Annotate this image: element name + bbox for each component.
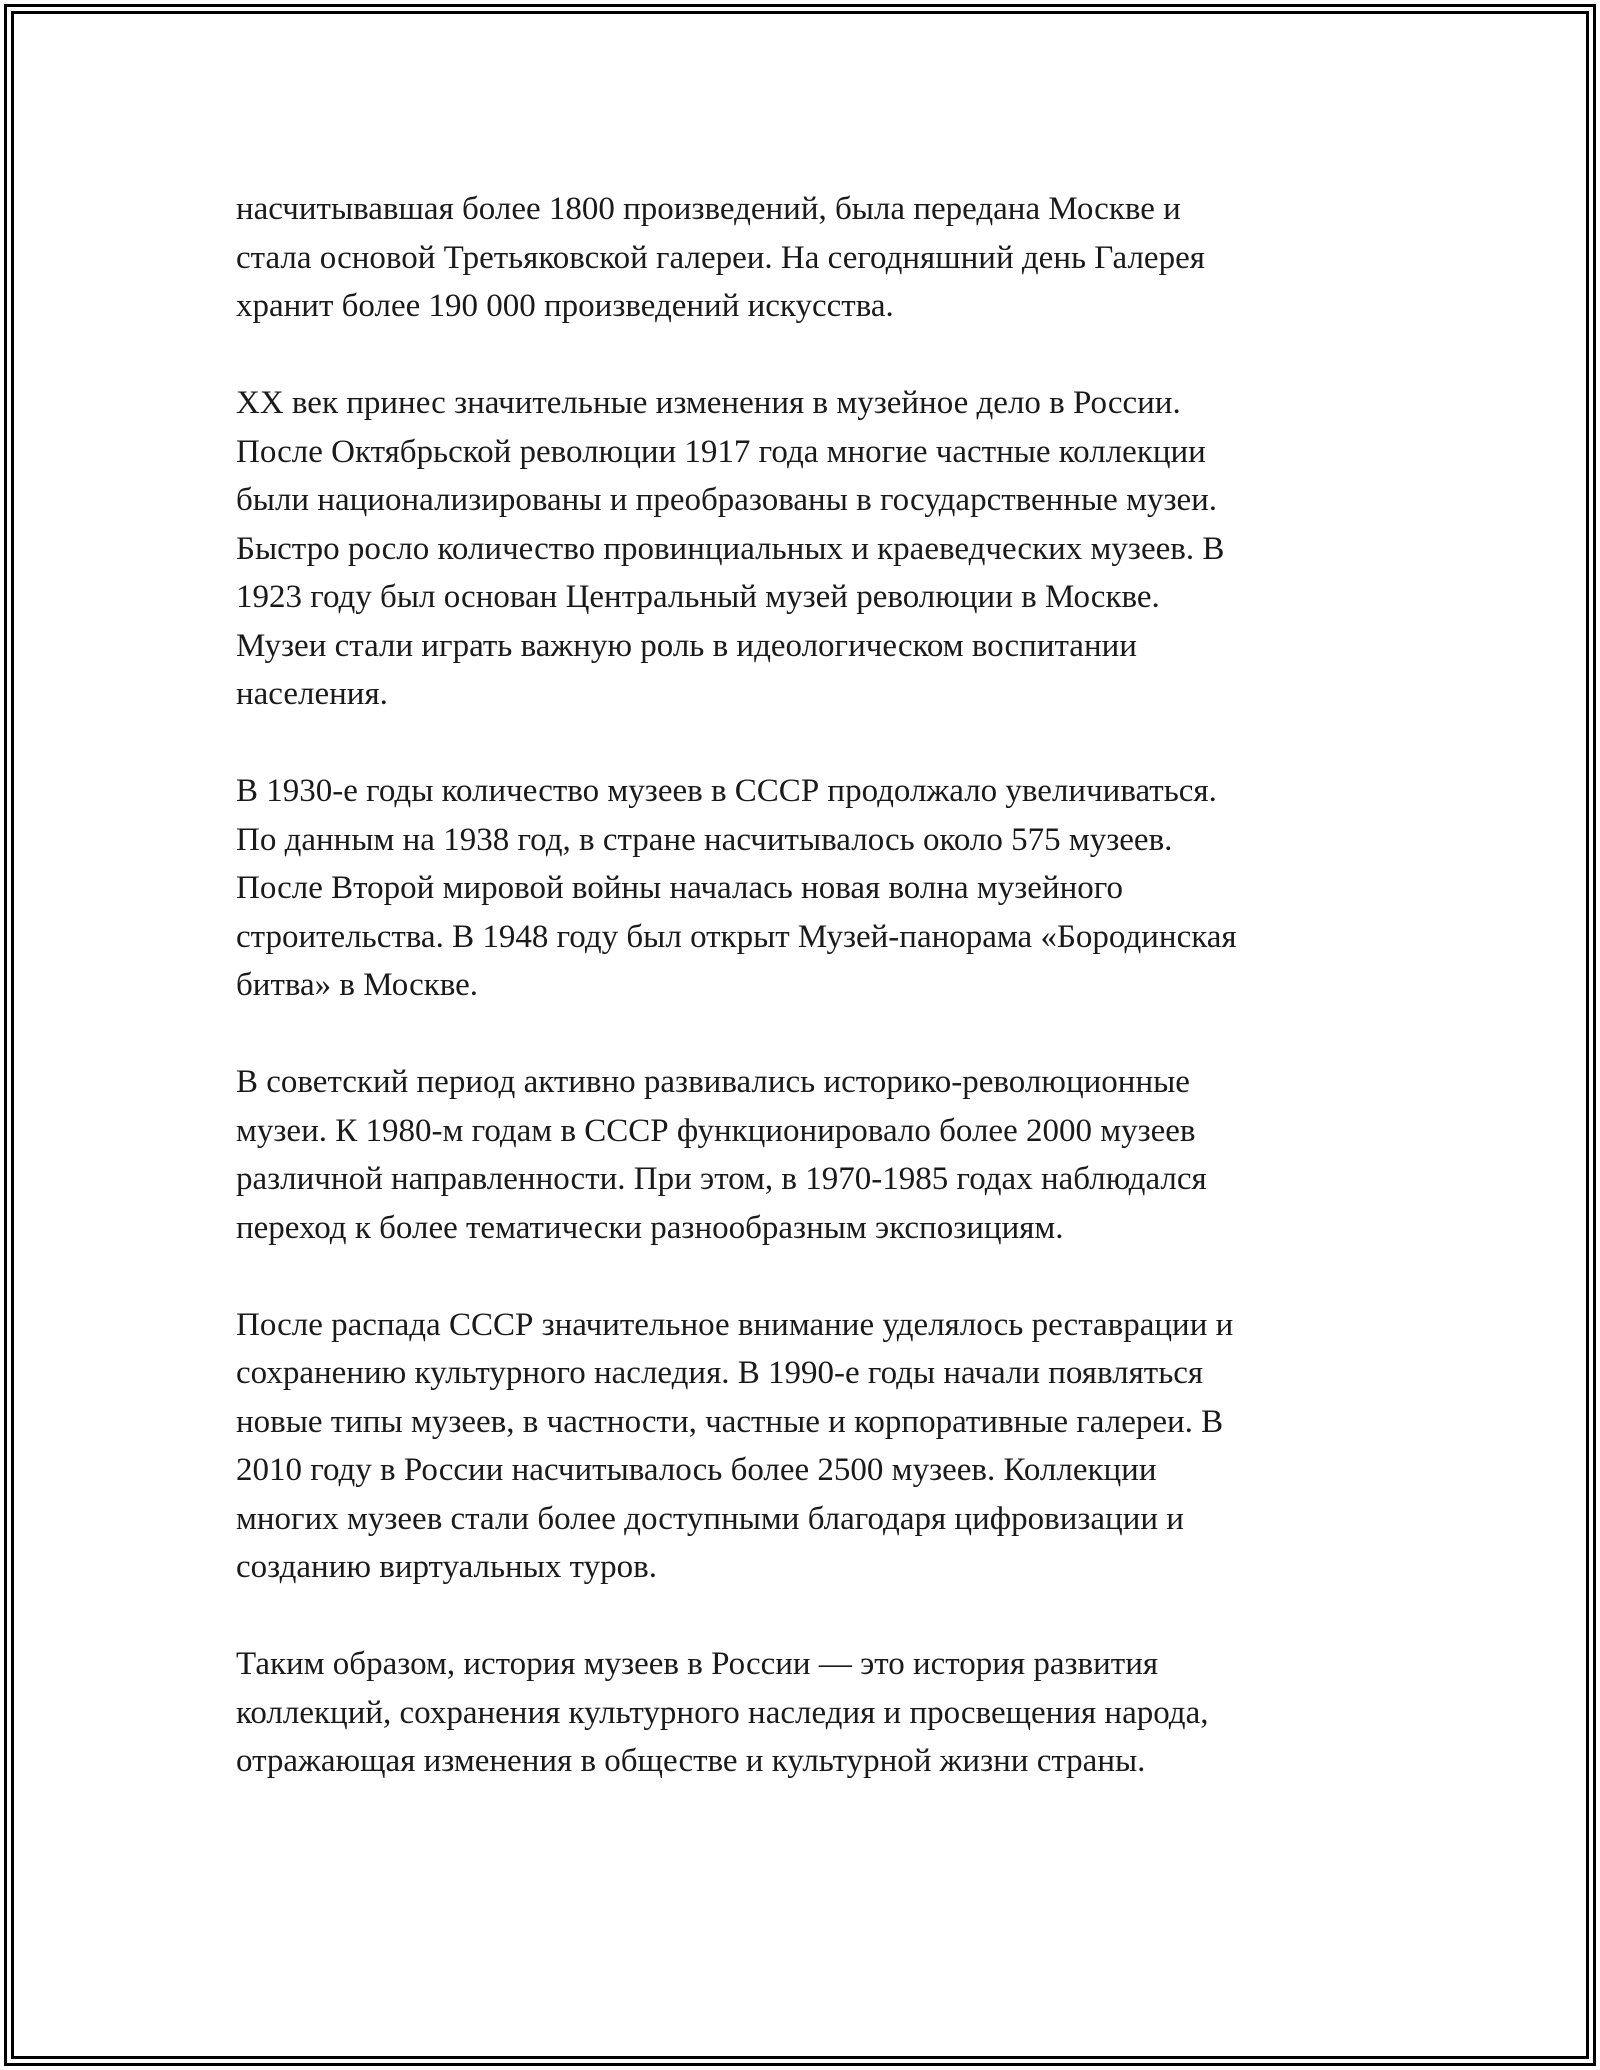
text-line: Таким образом, история музеев в России — это история развития bbox=[236, 1646, 1159, 1682]
text-line: 1923 году был основан Центральный музей революции в Москве. bbox=[236, 579, 1160, 615]
text-line: В советский период активно развивались историко-революционные bbox=[236, 1064, 1190, 1100]
document-body bbox=[236, 185, 1426, 1834]
text-line: сохранению культурного наследия. В 1990-е годы начали появляться bbox=[236, 1355, 1204, 1391]
text-line: многих музеев стали более доступными благодаря цифровизации и bbox=[236, 1500, 1184, 1537]
text-line: насчитывавшая более 1800 произведений, была передана Москве и bbox=[236, 191, 1181, 227]
text-line: XX век принес значительные изменения в музейное дело в России. bbox=[236, 385, 1181, 421]
text-line: Музеи стали играть важную роль в идеологическом воспитании bbox=[236, 627, 1137, 664]
paragraph-tretyakov bbox=[236, 185, 1426, 331]
text-line: После Второй мировой войны началась новая волна музейного bbox=[236, 870, 1123, 906]
paragraph-1930s bbox=[236, 767, 1426, 1010]
text-line: различной направленности. При этом, в 1970-1985 годах наблюдался bbox=[236, 1161, 1207, 1197]
text-line: населения. bbox=[236, 676, 388, 712]
text-line: отражающая изменения в обществе и культурной жизни страны. bbox=[236, 1743, 1146, 1779]
text-line: строительства. В 1948 году был открыт Музей-панорама «Бородинская bbox=[236, 918, 1237, 955]
text-line: новые типы музеев, в частности, частные и корпоративные галереи. В bbox=[236, 1403, 1224, 1440]
text-line: музеи. К 1980-м годам в СССР функционировало более 2000 музеев bbox=[236, 1112, 1196, 1149]
text-line: битва» в Москве. bbox=[236, 967, 479, 1003]
paragraph-20th-century bbox=[236, 379, 1426, 719]
paragraph-soviet-period bbox=[236, 1058, 1426, 1252]
text-line: 2010 году в России насчитывалось более 2500 музеев. Коллекции bbox=[236, 1452, 1157, 1488]
text-line: хранит более 190 000 произведений искусства. bbox=[236, 288, 894, 324]
paragraph-conclusion bbox=[236, 1640, 1426, 1786]
text-line: В 1930-е годы количество музеев в СССР продолжало увеличиваться. bbox=[236, 773, 1217, 809]
text-line: созданию виртуальных туров. bbox=[236, 1549, 657, 1585]
text-line: После распада СССР значительное внимание уделялось реставрации и bbox=[236, 1306, 1234, 1343]
text-line: Быстро росло количество провинциальных и краеведческих музеев. В bbox=[236, 530, 1225, 567]
text-line: По данным на 1938 год, в стране насчитывалось около 575 музеев. bbox=[236, 821, 1173, 858]
text-line: После Октябрьской революции 1917 года многие частные коллекции bbox=[236, 433, 1206, 470]
text-line: переход к более тематически разнообразным экспозициям. bbox=[236, 1209, 1064, 1246]
text-line: коллекций, сохранения культурного наследия и просвещения народа, bbox=[236, 1694, 1209, 1731]
paragraph-post-ussr bbox=[236, 1301, 1426, 1592]
text-line: стала основой Третьяковской галереи. На сегодняшний день Галерея bbox=[236, 239, 1205, 276]
text-line: были национализированы и преобразованы в государственные музеи. bbox=[236, 482, 1218, 518]
